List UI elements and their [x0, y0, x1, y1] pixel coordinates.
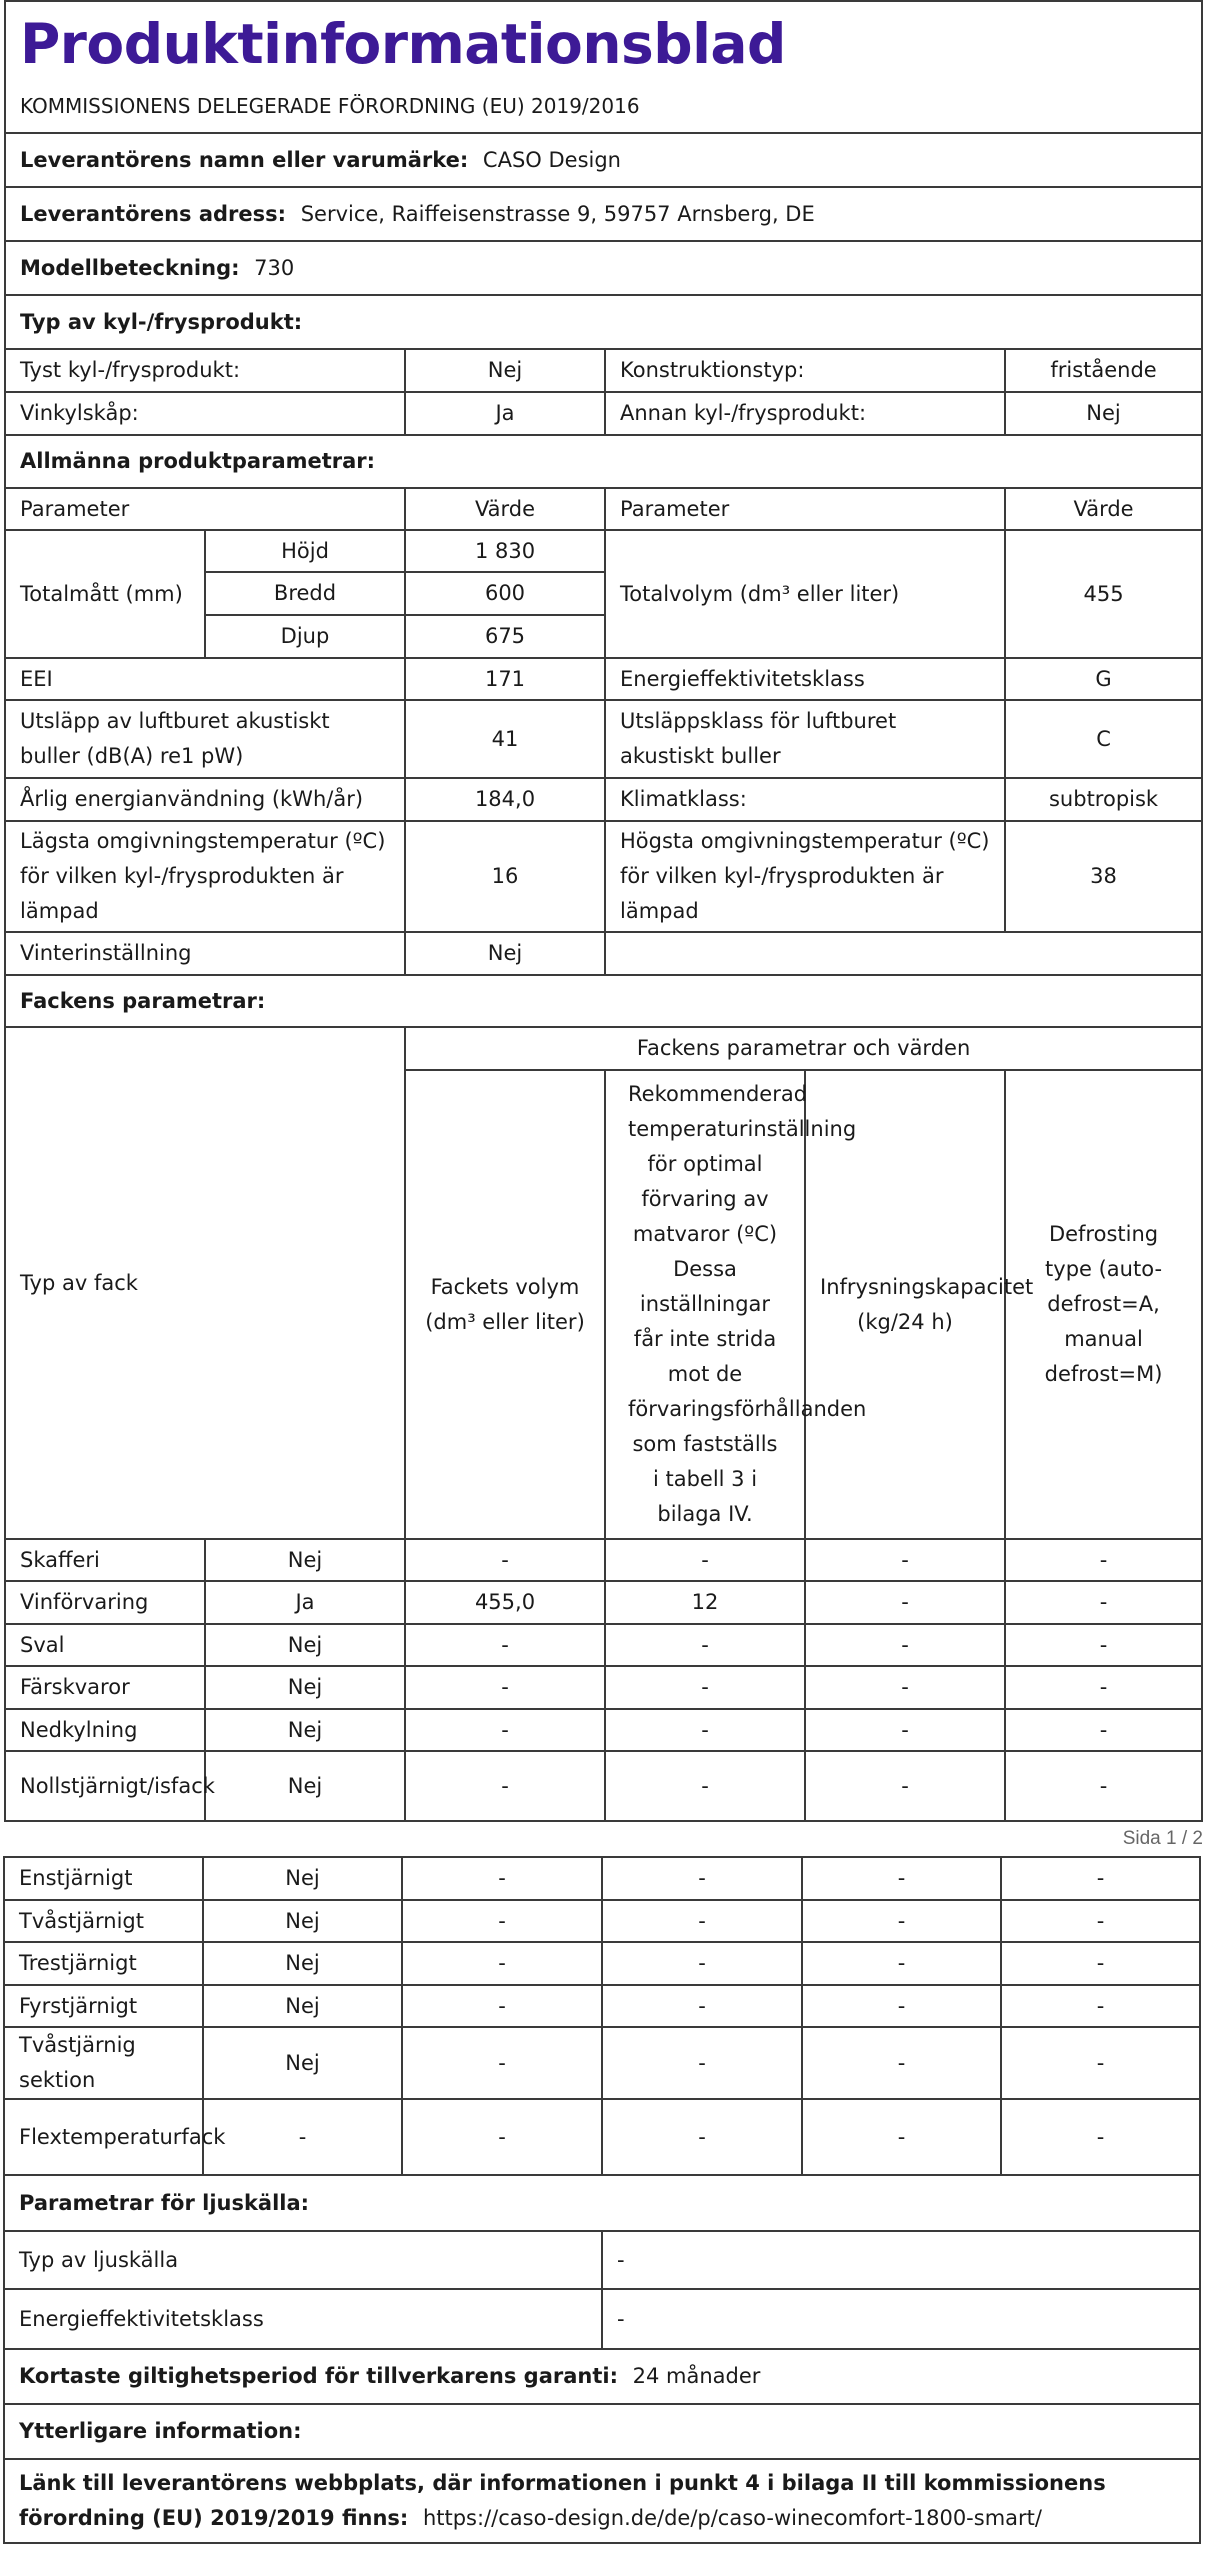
compartment-freeze: - [802, 2027, 1001, 2099]
website-link-label: Länk till leverantörens webbplats, där informationen i punkt 4 i bilaga II till kommissionens förordning (EU) 2019/2019 finns: [19, 2471, 1106, 2530]
compartment-present: Nej [203, 2027, 402, 2099]
energy-class-label: Energieffektivitetsklass [605, 658, 1005, 700]
low-noise-label: Tyst kyl-/frysprodukt: [5, 349, 405, 392]
depth-value: 675 [405, 615, 605, 658]
compartment-name: Trestjärnigt [4, 1942, 203, 1985]
compartment-freeze: - [802, 1942, 1001, 1985]
compartment-params-header: Fackens parametrar och värden [405, 1027, 1202, 1070]
compartment-volume: - [402, 2027, 602, 2099]
other-appliance-value: Nej [1005, 392, 1202, 435]
compartment-name: Nollstjärnigt/isfack [5, 1751, 205, 1821]
compartment-row [4, 1942, 1200, 1985]
col-defrost-type: Defrosting type (auto-defrost=A, manual defrost=M) [1005, 1070, 1202, 1539]
compartment-freeze: - [805, 1751, 1005, 1821]
warranty-row [4, 2349, 1200, 2404]
compartment-volume: 455,0 [405, 1581, 605, 1624]
light-type-value: - [602, 2231, 1200, 2289]
supplier-name-row [5, 133, 1202, 187]
compartment-defrost: - [1001, 1900, 1200, 1942]
compartment-temp: - [602, 1900, 802, 1942]
regulation-reference: KOMMISSIONENS DELEGERADE FÖRORDNING (EU) 2019/2016 [5, 81, 1202, 133]
compartment-temp: - [605, 1539, 805, 1581]
website-link[interactable]: https://caso-design.de/de/p/caso-winecomfort-1800-smart/ [422, 2506, 1042, 2530]
compartment-freeze: - [805, 1709, 1005, 1751]
wine-cabinet-label: Vinkylskåp: [5, 392, 405, 435]
energy-class-value: G [1005, 658, 1202, 700]
compartment-defrost: - [1005, 1539, 1202, 1581]
supplier-address-row [5, 187, 1202, 241]
climate-class-value: subtropisk [1005, 778, 1202, 821]
page-number: Sida 1 / 2 [1122, 1828, 1203, 1849]
compartment-volume: - [402, 1857, 602, 1900]
compartment-row [5, 1539, 1202, 1581]
compartment-defrost: - [1001, 1857, 1200, 1900]
wine-cabinet-value: Ja [405, 392, 605, 435]
noise-value: 41 [405, 700, 605, 778]
compartment-temp: - [602, 1857, 802, 1900]
col-header-parameter-2: Parameter [605, 488, 1005, 530]
supplier-name-label: Leverantörens namn eller varumärke: [20, 147, 469, 172]
min-temp-label: Lägsta omgivningstemperatur (ºC) för vilken kyl-/frysprodukten är lämpad [5, 821, 405, 932]
winter-setting-label: Vinterinställning [5, 932, 405, 975]
compartment-volume: - [405, 1539, 605, 1581]
low-noise-value: Nej [405, 349, 605, 392]
col-freezing-capacity: Infrysningskapacitet (kg/24 h) [805, 1070, 1005, 1539]
compartment-name: Färskvaror [5, 1666, 205, 1709]
col-recommended-temp: Rekommenderad temperaturinställning för optimal förvaring av matvaror (ºC) Dessa inställningar får inte strida mot de förvaringsförhållanden som fastställs i tabell 3 i bilaga IV. [605, 1070, 805, 1539]
additional-info-heading: Ytterligare information: [4, 2404, 1200, 2459]
compartment-rows-page-1 [5, 1539, 1202, 1821]
compartment-volume: - [405, 1751, 605, 1821]
compartment-row [4, 1857, 1200, 1900]
compartment-name: Flextemperaturfack [4, 2099, 203, 2175]
compartment-row [5, 1624, 1202, 1666]
compartment-volume: - [402, 1942, 602, 1985]
max-temp-label: Högsta omgivningstemperatur (ºC) för vilken kyl-/frysprodukten är lämpad [605, 821, 1005, 932]
compartment-present: Nej [203, 1900, 402, 1942]
compartment-present: Nej [205, 1539, 405, 1581]
compartments-heading: Fackens parametrar: [5, 975, 1202, 1027]
compartment-present: Nej [205, 1709, 405, 1751]
product-info-table-continued [3, 1856, 1201, 2544]
light-source-heading: Parametrar för ljuskälla: [4, 2175, 1200, 2231]
winter-setting-value: Nej [405, 932, 605, 975]
compartment-temp: - [605, 1624, 805, 1666]
supplier-address-label: Leverantörens adress: [20, 201, 287, 226]
annual-energy-label: Årlig energianvändning (kWh/år) [5, 778, 405, 821]
compartment-volume: - [402, 2099, 602, 2175]
compartment-row [5, 1666, 1202, 1709]
max-temp-value: 38 [1005, 821, 1202, 932]
compartment-defrost: - [1005, 1751, 1202, 1821]
compartment-volume: - [405, 1624, 605, 1666]
supplier-name-value: CASO Design [482, 147, 621, 172]
min-temp-value: 16 [405, 821, 605, 932]
compartment-temp: - [605, 1751, 805, 1821]
compartment-defrost: - [1005, 1624, 1202, 1666]
design-type-label: Konstruktionstyp: [605, 349, 1005, 392]
compartment-name: Sval [5, 1624, 205, 1666]
compartment-row [5, 1751, 1202, 1821]
product-type-heading: Typ av kyl-/frysprodukt: [5, 295, 1202, 349]
compartment-defrost: - [1001, 1942, 1200, 1985]
compartment-volume: - [405, 1709, 605, 1751]
warranty-value: 24 månader [632, 2364, 761, 2388]
compartment-name: Vinförvaring [5, 1581, 205, 1624]
compartment-name: Nedkylning [5, 1709, 205, 1751]
compartment-present: Ja [205, 1581, 405, 1624]
general-params-heading: Allmänna produktparametrar: [5, 435, 1202, 488]
compartment-temp: - [602, 1942, 802, 1985]
height-value: 1 830 [405, 530, 605, 572]
eei-label: EEI [5, 658, 405, 700]
compartment-rows-page-2 [4, 1857, 1200, 2175]
width-value: 600 [405, 572, 605, 615]
compartment-row [5, 1709, 1202, 1751]
compartment-freeze: - [805, 1539, 1005, 1581]
compartment-freeze: - [805, 1581, 1005, 1624]
compartment-freeze: - [802, 2099, 1001, 2175]
compartment-row [5, 1581, 1202, 1624]
eei-value: 171 [405, 658, 605, 700]
compartment-present: Nej [205, 1666, 405, 1709]
design-type-value: fristående [1005, 349, 1202, 392]
compartment-name: Tvåstjärnigt [4, 1900, 203, 1942]
compartment-present: Nej [203, 1985, 402, 2027]
compartment-freeze: - [802, 1985, 1001, 2027]
warranty-label: Kortaste giltighetsperiod för tillverkarens garanti: [19, 2364, 618, 2388]
col-compartment-volume: Fackets volym (dm³ eller liter) [405, 1070, 605, 1539]
compartment-volume: - [402, 1985, 602, 2027]
compartment-present: Nej [205, 1751, 405, 1821]
compartment-volume: - [402, 1900, 602, 1942]
compartment-temp: - [602, 2027, 802, 2099]
total-volume-value: 455 [1005, 530, 1202, 658]
compartment-temp: - [602, 2099, 802, 2175]
compartment-name: Fyrstjärnigt [4, 1985, 203, 2027]
compartment-defrost: - [1005, 1581, 1202, 1624]
compartment-row [4, 1985, 1200, 2027]
compartment-present: - [203, 2099, 402, 2175]
compartment-name: Skafferi [5, 1539, 205, 1581]
col-header-value: Värde [405, 488, 605, 530]
page-2 [3, 1856, 1199, 2544]
light-energy-class-value: - [602, 2289, 1200, 2349]
noise-class-value: C [1005, 700, 1202, 778]
col-header-value-2: Värde [1005, 488, 1202, 530]
website-link-row [4, 2459, 1200, 2543]
depth-label: Djup [205, 615, 405, 658]
compartment-volume: - [405, 1666, 605, 1709]
dimensions-label: Totalmått (mm) [5, 530, 205, 658]
compartment-row [4, 2099, 1200, 2175]
other-appliance-label: Annan kyl-/frysprodukt: [605, 392, 1005, 435]
compartment-temp: 12 [605, 1581, 805, 1624]
compartment-defrost: - [1005, 1666, 1202, 1709]
height-label: Höjd [205, 530, 405, 572]
compartment-temp: - [605, 1709, 805, 1751]
compartment-temp: - [605, 1666, 805, 1709]
total-volume-label: Totalvolym (dm³ eller liter) [605, 530, 1005, 658]
compartment-row [4, 2027, 1200, 2099]
compartment-defrost: - [1001, 2027, 1200, 2099]
compartment-defrost: - [1005, 1709, 1202, 1751]
compartment-present: Nej [203, 1942, 402, 1985]
annual-energy-value: 184,0 [405, 778, 605, 821]
compartment-row [4, 1900, 1200, 1942]
compartment-freeze: - [805, 1666, 1005, 1709]
compartment-present: Nej [203, 1857, 402, 1900]
model-row [5, 241, 1202, 295]
compartment-freeze: - [802, 1900, 1001, 1942]
page-1 [4, 0, 1201, 1822]
climate-class-label: Klimatklass: [605, 778, 1005, 821]
compartment-freeze: - [805, 1624, 1005, 1666]
compartment-type-header: Typ av fack [5, 1027, 405, 1539]
width-label: Bredd [205, 572, 405, 615]
compartment-present: Nej [205, 1624, 405, 1666]
col-header-parameter: Parameter [5, 488, 405, 530]
light-type-label: Typ av ljuskälla [4, 2231, 602, 2289]
light-energy-class-label: Energieffektivitetsklass [4, 2289, 602, 2349]
compartment-freeze: - [802, 1857, 1001, 1900]
noise-class-label: Utsläppsklass för luftburet akustiskt buller [605, 700, 1005, 778]
noise-label: Utsläpp av luftburet akustiskt buller (dB(A) re1 pW) [5, 700, 405, 778]
compartment-name: Enstjärnigt [4, 1857, 203, 1900]
compartment-name: Tvåstjärnig sektion [4, 2027, 203, 2099]
product-info-table [4, 0, 1203, 1822]
compartment-temp: - [602, 1985, 802, 2027]
model-value: 730 [254, 255, 295, 280]
supplier-address-value: Service, Raiffeisenstrasse 9, 59757 Arnsberg, DE [300, 201, 815, 226]
page-title: Produktinformationsblad [20, 11, 786, 76]
compartment-defrost: - [1001, 1985, 1200, 2027]
compartment-defrost: - [1001, 2099, 1200, 2175]
model-label: Modellbeteckning: [20, 255, 240, 280]
